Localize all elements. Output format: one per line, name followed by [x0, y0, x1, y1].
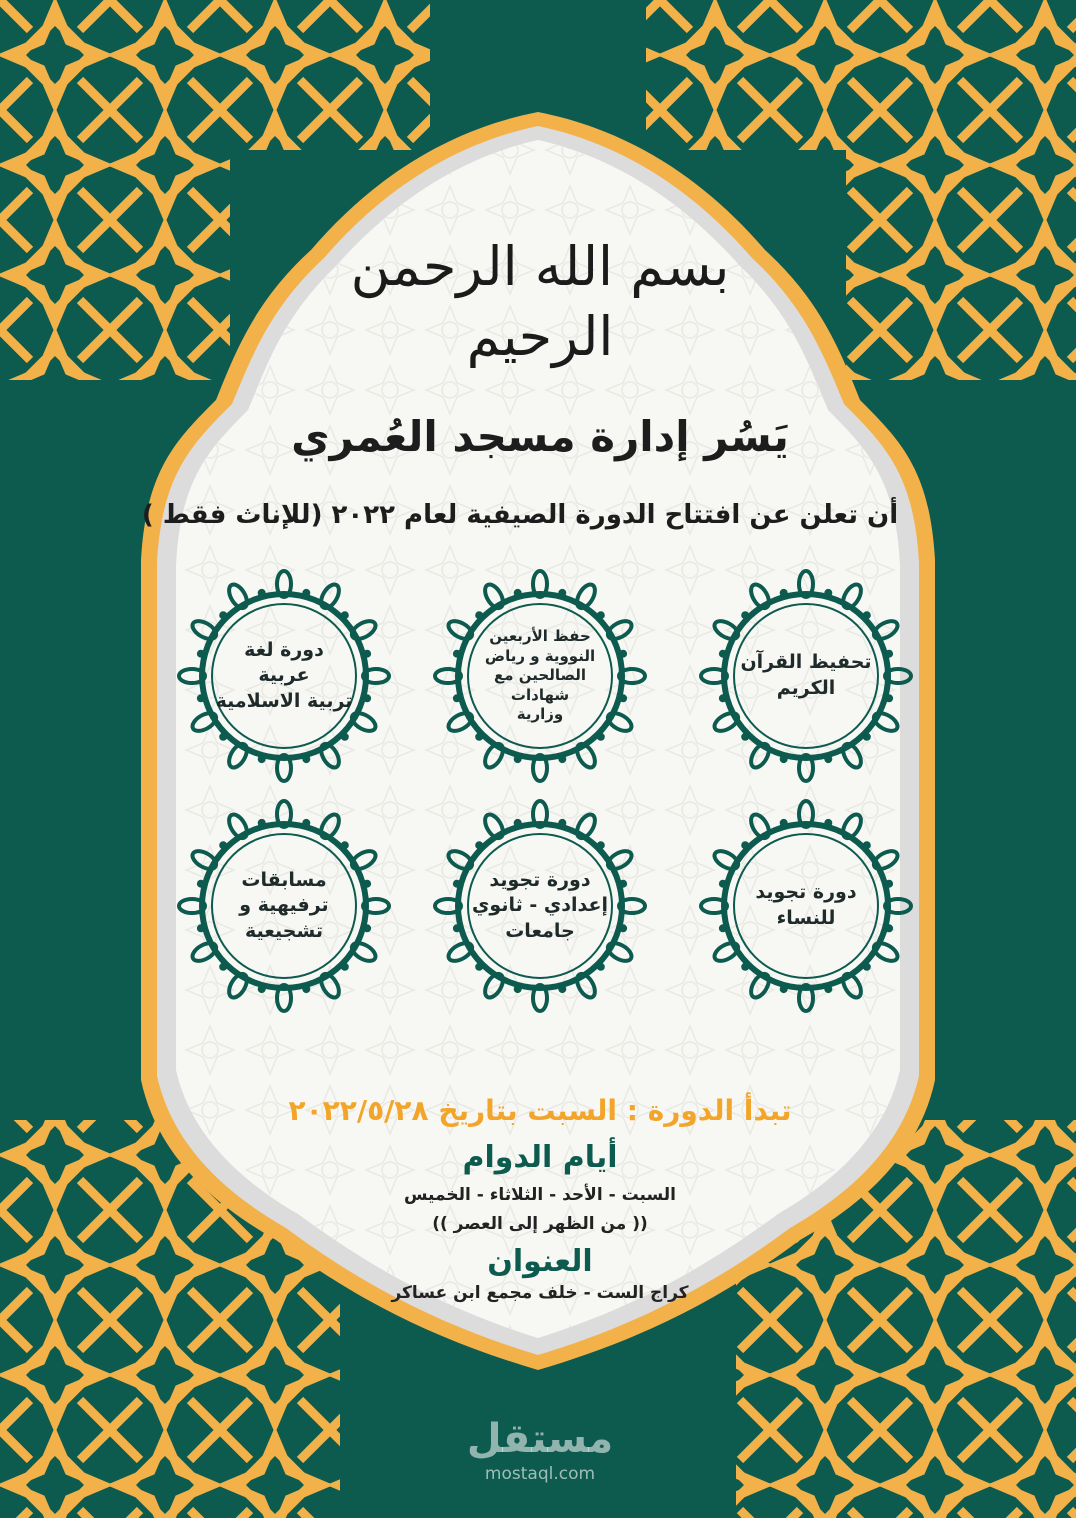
course-medallion: [696, 566, 916, 786]
working-hours: (( من الظهر إلى العصر )): [432, 1214, 648, 1234]
course-label: حفظ الأربعين النووية و رياض الصالحين مع شهادات وزارية: [484, 627, 596, 724]
course-medallion: [696, 796, 916, 1016]
watermark-logo: مستقل: [466, 1416, 614, 1462]
course-medallion: [430, 566, 650, 786]
address-title: العنوان: [487, 1244, 593, 1279]
ornament-top-left-extension: [230, 0, 430, 150]
ornament-top-right-extension: [646, 0, 846, 150]
headline: يَسُر إدارة مسجد العُمري: [291, 412, 789, 461]
address: كراج الست - خلف مجمع ابن عساكر: [391, 1283, 689, 1303]
course-medallion: [174, 796, 394, 1016]
course-medallion: [174, 566, 394, 786]
course-label: دورة تجويد للنساء: [755, 881, 857, 929]
course-label: تحفيظ القرآن الكريم: [740, 651, 872, 699]
working-days: السبت - الأحد - الثلاثاء - الخميس: [403, 1185, 677, 1205]
course-label: دورة تجويد إعدادي - ثانوي جامعات: [472, 868, 608, 942]
course-medallion: [430, 796, 650, 1016]
announcement-line: أن تعلن عن افتتاح الدورة الصيفية لعام ٢٠٢٢ (للإناث فقط ): [141, 500, 899, 530]
basmala-calligraphy: بسم الله الرحمن الرحيم: [350, 235, 730, 369]
working-days-title: أيام الدوام: [462, 1140, 618, 1175]
watermark-url: mostaql.com: [484, 1464, 596, 1484]
ornament-top-right: [846, 0, 1076, 380]
start-date: تبدأ الدورة : السبت بتاريخ ٢٠٢٢/٥/٢٨: [288, 1094, 792, 1127]
ornament-top-left: [0, 0, 230, 380]
course-label: مسابقات ترفيهية و تشجيعية: [239, 868, 329, 942]
course-label: دورة لغة عربية تربية الاسلامية: [215, 638, 353, 712]
